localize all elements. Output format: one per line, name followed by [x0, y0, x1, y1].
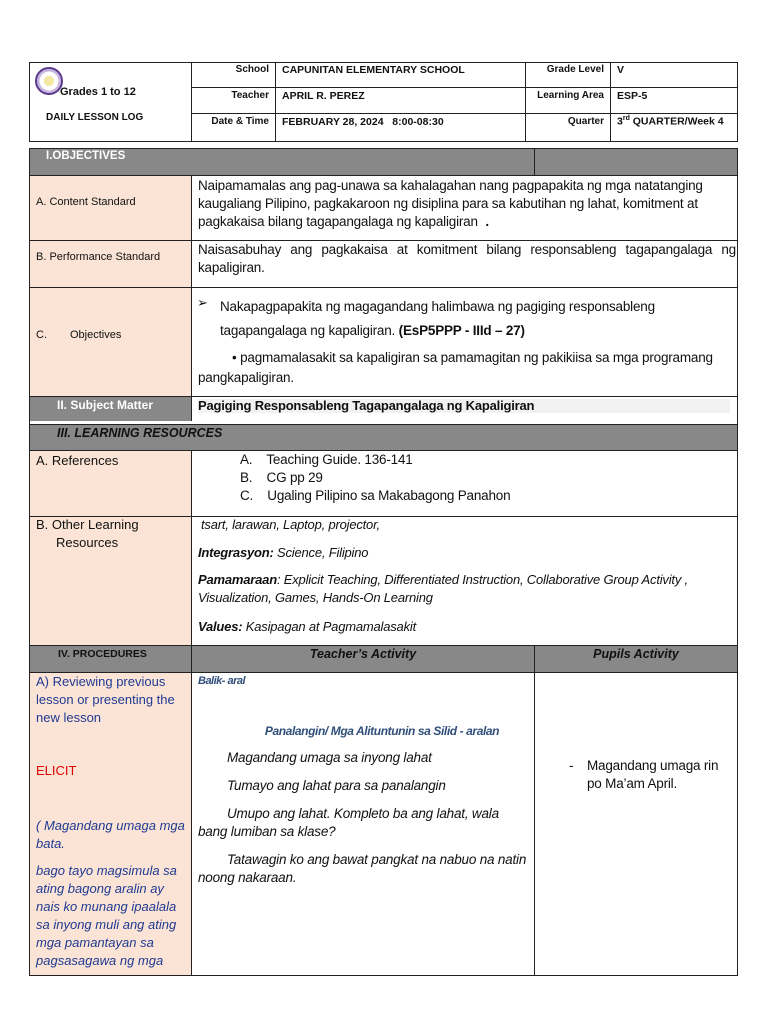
objectives-label: Objectives [70, 329, 122, 341]
objective-arrow-icon: ➢ [197, 295, 208, 310]
area-value: ESP-5 [617, 90, 648, 102]
panalangin-heading: Panalangin/ Mga Alituntunin sa Silid - aralan [264, 724, 500, 738]
reference-item: B. CG pp 29 [240, 470, 323, 485]
grade-value: V [617, 64, 625, 76]
objectives-label-letter: C. [36, 329, 47, 341]
pupil-dash: - [569, 758, 574, 773]
content-standard-text: Naipamamalas ang pag-unawa sa kahalagahan nang pagpapakita ng mga natatanging kaugaliang Pilipino, pagkakaroon ng disiplina para sa kabutihan ng lahat, komitment at pagkakaisa bilang tagapangalaga ng kapaligiran . [198, 178, 703, 229]
objectives-title: I.OBJECTIVES [46, 150, 126, 162]
grade-label: Grade Level [546, 64, 604, 75]
other-resources-label-2: Resources [56, 535, 119, 550]
date-label: Date & Time [211, 116, 269, 127]
resources-title: III. LEARNING RESOURCES [57, 426, 223, 440]
references-label: A. References [36, 453, 119, 468]
header-logo-cell [29, 62, 192, 142]
teacher-value: APRIL R. PEREZ [282, 90, 365, 102]
procedures-title: IV. PROCEDURES [58, 648, 147, 660]
school-label: School [235, 64, 269, 75]
performance-standard-label: B. Performance Standard [36, 251, 161, 263]
integration-text: Integrasyon: Science, Filipino [198, 545, 369, 560]
left-reminder: bago tayo magsimula sa ating bagong aralin ay nais ko munang ipaalala sa inyong muli ang ating mga pamantayan sa pagsasagawa ng mga [36, 863, 177, 968]
teacher-line-4: Tatawagin ko ang bawat pangkat na nabuo na natin noong nakaraan. [198, 852, 527, 885]
header-grades: Grades 1 to 12 [60, 86, 136, 98]
materials-text: tsart, larawan, Laptop, projector, [201, 517, 380, 532]
subject-matter-value: Pagiging Responsableng Tagapangalaga ng Kapaligiran [198, 398, 535, 413]
teacher-activity-header: Teacher’s Activity [309, 647, 417, 661]
teacher-line-3: Umupo ang lahat. Kompleto ba ang lahat, wala bang lumiban sa klase? [198, 806, 499, 839]
pupil-line-1: Magandang umaga rin po Ma’am April. [587, 758, 719, 791]
reference-item: A. Teaching Guide. 136-141 [240, 452, 413, 467]
balik-aral-label: Balik- aral [198, 675, 246, 687]
values-text: Values: Kasipagan at Pagmamalasakit [198, 619, 416, 634]
teacher-label: Teacher [231, 90, 269, 101]
review-step-label: A) Reviewing previous lesson or presenting the new lesson [36, 674, 175, 725]
header-dll-title: DAILY LESSON LOG [46, 112, 144, 123]
objective-main: Nakapagpapakita ng magagandang halimbawa ng pagiging responsableng tagapangalaga ng kapaligiran. (EsP5PPP - IIId – 27) [220, 299, 655, 338]
objectives-header [30, 149, 737, 176]
deped-seal-icon [35, 67, 63, 95]
method-text: Pamamaraan: Explicit Teaching, Differentiated Instruction, Collaborative Group Activity , Visualization, Games, Hands-On Learning [198, 572, 688, 605]
teacher-line-1: Magandang umaga sa inyong lahat [227, 750, 432, 765]
teacher-line-2: Tumayo ang lahat para sa panalangin [227, 778, 446, 793]
content-standard-label: A. Content Standard [36, 196, 136, 208]
reference-item: C. Ugaling Pilipino sa Makabagong Panahon [240, 488, 511, 503]
left-greeting: ( Magandang umaga mga bata. [36, 818, 185, 851]
objectives-left-column [30, 176, 192, 396]
objective-bullet: • pagmamalasakit sa kapaligiran sa pamamagitan ng pakikiisa sa mga programang pangkapaligiran. [198, 350, 713, 385]
subject-matter-label: II. Subject Matter [57, 398, 154, 412]
date-value: FEBRUARY 28, 2024 8:00-08:30 [282, 116, 444, 128]
quarter-value: 3rd QUARTER/Week 4 [617, 115, 724, 128]
performance-standard-text: Naisasabuhay ang pagkakaisa at komitment bilang responsableng tagapangalaga ng kapaligiran. [198, 242, 736, 275]
quarter-label: Quarter [567, 116, 604, 127]
elicit-label: ELICIT [36, 763, 77, 778]
pupils-activity-header: Pupils Activity [593, 647, 679, 661]
school-value: CAPUNITAN ELEMENTARY SCHOOL [282, 64, 465, 76]
area-label: Learning Area [537, 90, 604, 101]
other-resources-label-1: B. Other Learning [36, 517, 139, 532]
